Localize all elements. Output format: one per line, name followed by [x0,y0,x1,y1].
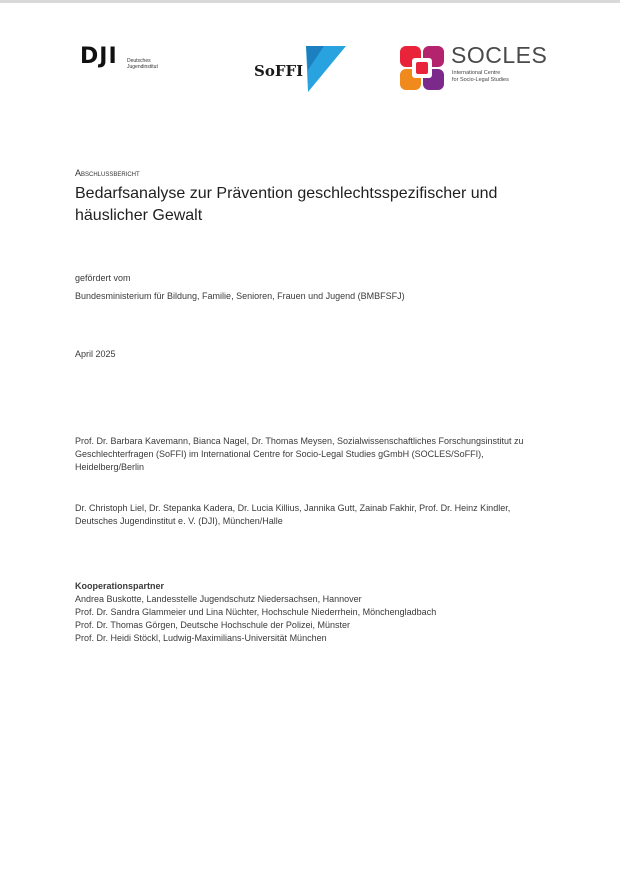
report-title: Bedarfsanalyse zur Prävention geschlechtsspezifischer und häuslicher Gewalt [75,185,498,224]
soffi-logo [254,42,350,94]
dji-subtitle-line2: Jugendinstitut [127,64,158,70]
page-top-border [0,0,620,3]
dji-subtitle [127,58,187,70]
socles-subtitle [452,70,552,84]
funded-by-label: gefördert vom [75,273,131,283]
report-date: April 2025 [75,349,116,359]
soffi-triangle-mark [304,44,348,94]
socles-emblem [398,44,446,92]
report-type-label: Abschlussbericht [75,168,140,178]
funder-name: Bundesministerium für Bildung, Familie, Senioren, Frauen und Jugend (BMBFSFJ) [75,291,405,301]
socles-subtitle-line1: International Centre [452,70,501,76]
soffi-wordmark: SoFFI [254,62,304,80]
partners-heading: Kooperationspartner [75,581,165,591]
dji-subtitle-line1: Deutsches [127,58,151,64]
authors-dji: Dr. Christoph Liel, Dr. Stepanka Kadera, Dr. Lucia Killius, Jannika Gutt, Zainab Fakhir, Prof. Dr. Heinz Kindler, Deutsches Jugendinstitut e. V. (DJI), München/Halle [75,503,511,526]
authors-soffi: Prof. Dr. Barbara Kavemann, Bianca Nagel, Dr. Thomas Meysen, Sozialwissenschaftliches Forschungsinstitut zu Geschlechterfragen (SoFFI) im International Centre for Socio-Legal Studies gGmbH (SOCLES/SoFFI), Heidelberg/Berlin [75,436,524,472]
partner-item: Prof. Dr. Thomas Görgen, Deutsche Hochschule der Polizei, Münster [75,620,350,630]
socles-wordmark: SOCLES [451,42,548,68]
socles-logo [398,40,558,96]
partner-item: Prof. Dr. Sandra Glammeier und Lina Nüchter, Hochschule Niederrhein, Mönchengladbach [75,607,437,617]
socles-subtitle-line2: for Socio-Legal Studies [452,77,509,83]
partner-item: Prof. Dr. Heidi Stöckl, Ludwig-Maximilians-Universität München [75,633,327,643]
dji-logo [80,44,190,84]
dji-wordmark: DJI [80,44,118,69]
partners-list [75,593,436,645]
partner-item: Andrea Buskotte, Landesstelle Jugendschutz Niedersachsen, Hannover [75,594,362,604]
